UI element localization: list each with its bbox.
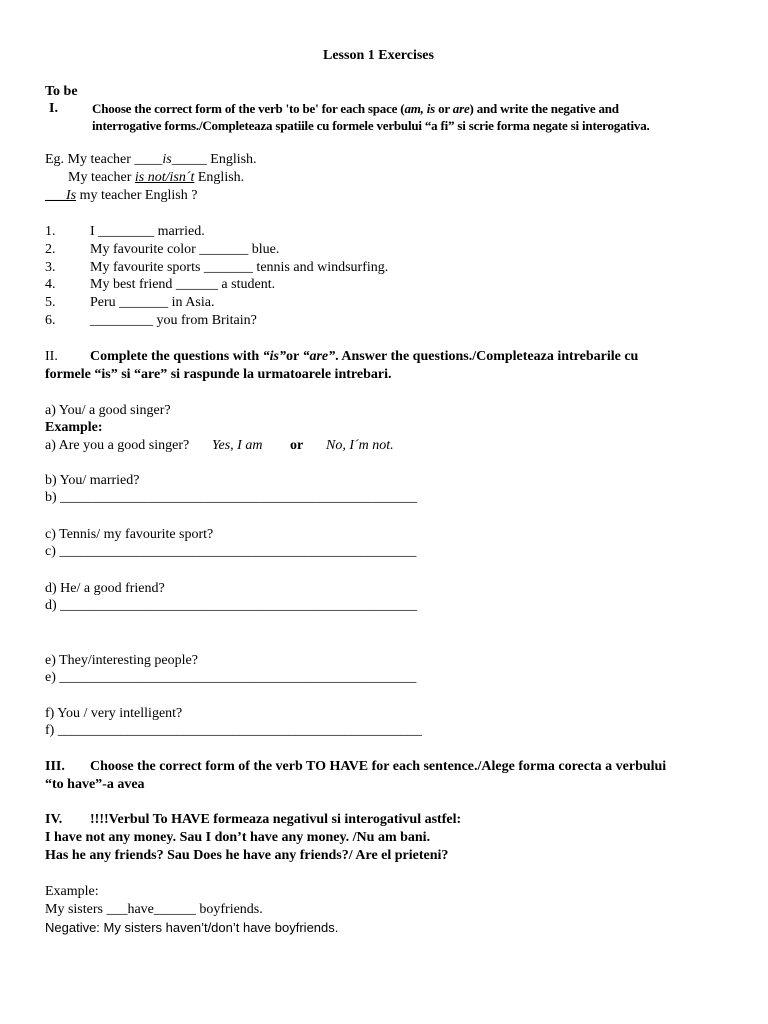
answer-line: f) ____________________________________________________	[45, 723, 422, 738]
answer-line: b) ___________________________________________________	[45, 490, 418, 505]
instruction-or: or	[435, 101, 453, 116]
example-text: Eg. My teacher ____	[45, 152, 163, 167]
exercise-3-instruction-line-2: “to have”-a avea	[45, 777, 145, 792]
exercise-2-instruction-line-2: formele “is” si “are” si raspunde la urmatoarele intrebari.	[45, 367, 392, 382]
exercise-1-item-number: 4.	[45, 277, 56, 292]
question-prompt: e) They/interesting people?	[45, 653, 198, 668]
answer-line: c) ___________________________________________________	[45, 544, 417, 559]
exercise-3-instruction-line-1: Choose the correct form of the verb TO HAVE for each sentence./Alege forma corecta a verbului	[90, 759, 667, 774]
instruction-are: are	[452, 101, 470, 116]
example-label: Example:	[45, 420, 103, 435]
example-sentence-question	[45, 188, 197, 204]
exercise-2-instruction-line-1	[90, 349, 638, 365]
example-text-end: my teacher English ?	[76, 188, 198, 203]
example-sentence-1	[45, 152, 257, 168]
example-label: Example:	[45, 884, 99, 899]
example-sentence: My sisters ___have______ boyfriends.	[45, 902, 263, 917]
instruction-or: or	[286, 349, 303, 364]
exercise-1-item-text: I ________ married.	[90, 224, 205, 239]
example-answer-no: No, I´m not.	[326, 438, 394, 453]
example-answer-question: Is	[66, 188, 77, 203]
example-text-end: English.	[194, 170, 245, 185]
exercise-4-rule: !!!!Verbul To HAVE formeaza negativul si interogativul astfel:	[90, 812, 462, 827]
instruction-text-end: ) and write the negative and	[469, 101, 619, 116]
exercise-1-item-number: 5.	[45, 295, 56, 310]
section-heading-to-be: To be	[45, 84, 78, 99]
example-text: My teacher	[68, 170, 135, 185]
exercise-1-numeral: I.	[49, 101, 58, 116]
exercise-1-item-text: My best friend ______ a student.	[90, 277, 276, 292]
instruction-are: “are”	[302, 349, 336, 364]
example-blank: ___	[45, 188, 66, 203]
exercise-1-instruction-line-1	[92, 101, 619, 117]
exercise-1-item-number: 1.	[45, 224, 56, 239]
exercise-3-numeral: III.	[45, 759, 65, 774]
question-prompt: a) You/ a good singer?	[45, 403, 171, 418]
exercise-1-item-number: 3.	[45, 260, 56, 275]
exercise-4-example-negative: I have not any money. Sau I don’t have any money. /Nu am bani.	[45, 830, 431, 845]
exercise-1-item-text: My favourite color _______ blue.	[90, 242, 280, 257]
exercise-1-item-text: My favourite sports _______ tennis and windsurfing.	[90, 260, 389, 275]
answer-line: d) ___________________________________________________	[45, 598, 418, 613]
question-prompt: b) You/ married?	[45, 473, 140, 488]
exercise-1-item-number: 6.	[45, 313, 56, 328]
instruction-text: Choose the correct form of the verb 'to be' for each space (	[92, 101, 405, 116]
example-answer-negative: is not/isn´t	[134, 170, 195, 185]
exercise-2-numeral: II.	[45, 349, 58, 364]
instruction-text-end: . Answer the questions./Completeaza intrebarile cu	[335, 349, 639, 364]
exercise-1-item-text: _________ you from Britain?	[90, 313, 257, 328]
question-prompt: f) You / very intelligent?	[45, 706, 183, 721]
instruction-am-is: am, is	[404, 101, 436, 116]
example-negative: Negative: My sisters haven’t/don’t have boyfriends.	[45, 920, 339, 935]
exercise-1-item-text: Peru _______ in Asia.	[90, 295, 215, 310]
example-sentence-negative	[68, 170, 244, 186]
example-or: or	[290, 438, 304, 453]
exercise-1-item-number: 2.	[45, 242, 56, 257]
answer-line: e) ___________________________________________________	[45, 670, 417, 685]
exercise-4-numeral: IV.	[45, 812, 63, 827]
example-question: a) Are you a good singer?	[45, 438, 190, 453]
question-prompt: d) He/ a good friend?	[45, 581, 165, 596]
exercise-1-instruction-line-2: interrogative forms./Completeaza spatiile cu formele verbului “a fi” si scrie forma negate si interogativa.	[92, 118, 650, 133]
page-title: Lesson 1 Exercises	[323, 48, 434, 63]
question-prompt: c) Tennis/ my favourite sport?	[45, 527, 214, 542]
example-answer-is: is	[162, 152, 172, 167]
example-text-end: _____ English.	[171, 152, 257, 167]
instruction-is: “is”	[262, 349, 287, 364]
exercise-4-example-question: Has he any friends? Sau Does he have any friends?/ Are el prieteni?	[45, 848, 449, 863]
example-answer-yes: Yes, I am	[212, 438, 263, 453]
instruction-text: Complete the questions with	[90, 349, 263, 364]
